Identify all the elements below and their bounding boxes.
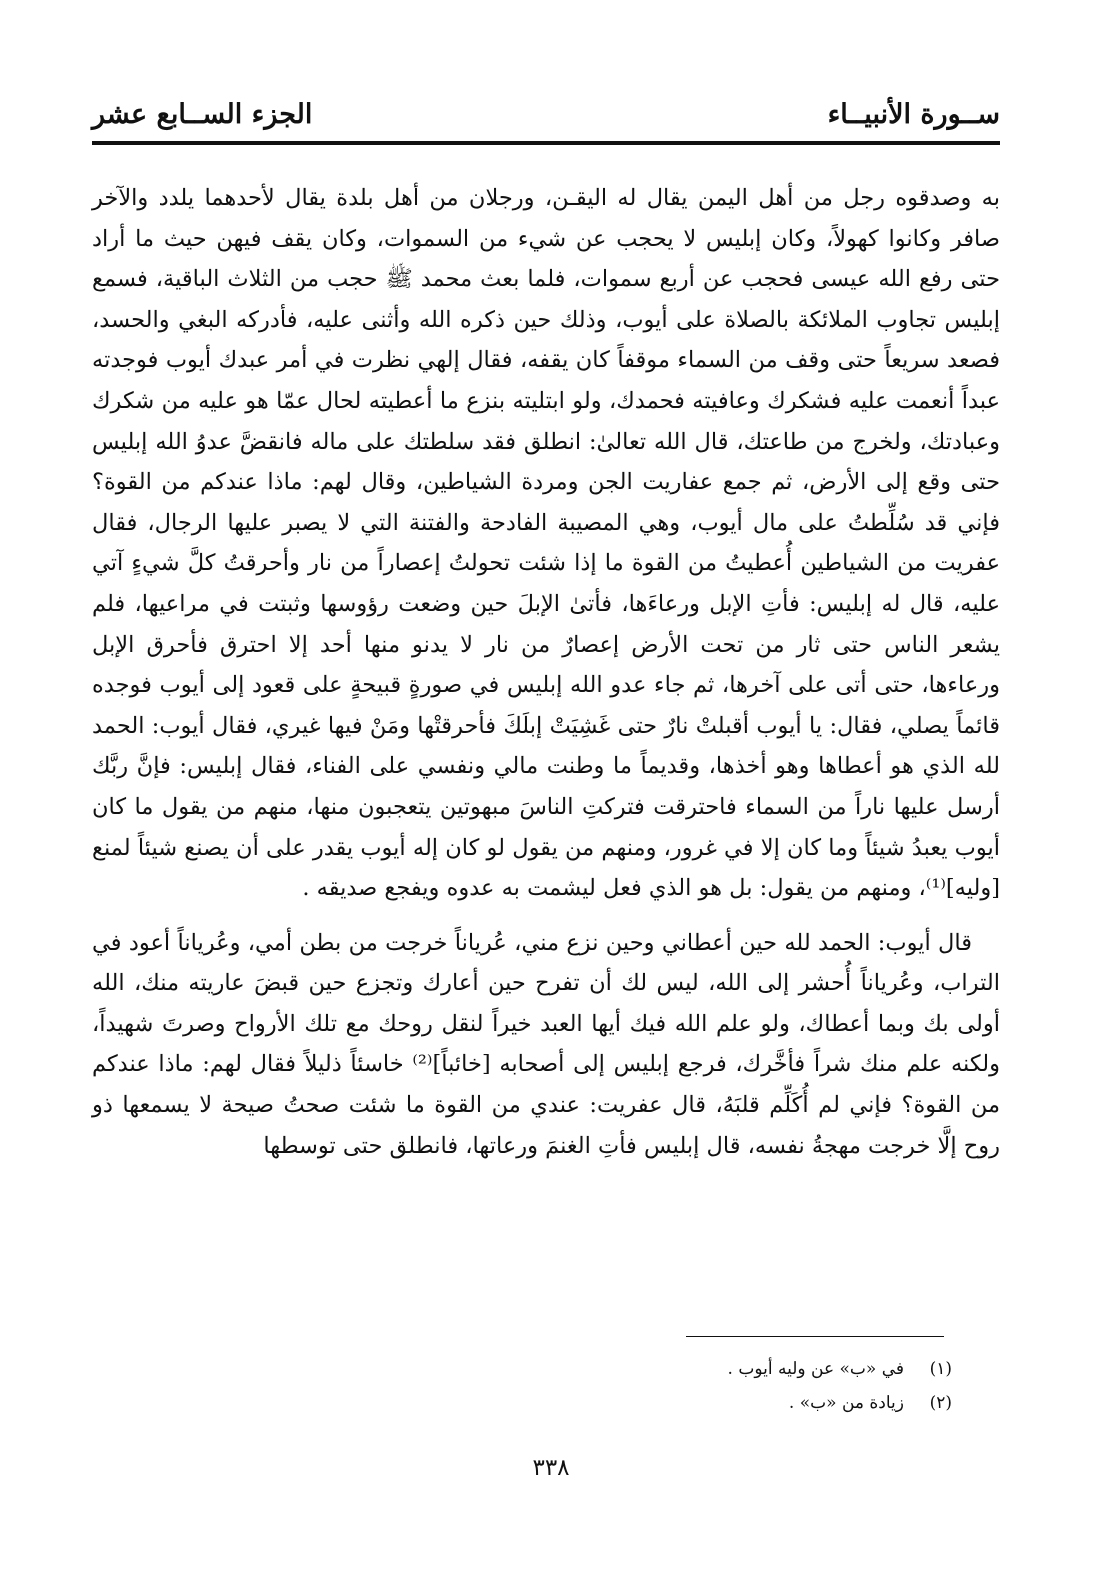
footnotes bbox=[252, 1352, 952, 1420]
main-text bbox=[92, 178, 1000, 1166]
footnote-text: زيادة من «ب» . bbox=[788, 1393, 904, 1413]
part-title: الجزء الســابع عشر bbox=[92, 99, 313, 130]
surah-title: ســورة الأنبيــاء bbox=[827, 99, 1000, 130]
header-divider bbox=[92, 141, 1000, 145]
footnote-item bbox=[252, 1352, 952, 1386]
running-header bbox=[92, 80, 1000, 130]
paragraph-1: به وصدقوه رجل من أهل اليمن يقال له اليقـن، ورجلان من أهل بلدة يقال لأحدهما يلدد والآخر صافر وكانوا كهولاً، وكان إبليس لا يحجب عن شيء من السموات، وكان يقف فيهن حيث ما أراد حتى رفع الله عيسى فحجب عن أربع سموات، فلما بعث محمد ﷺ حجب من الثلاث الباقية، فسمع إبليس تجاوب الملائكة بالصلاة على أيوب، وذلك حين ذكره الله وأثنى عليه، فأدركه البغي والحسد، فصعد سريعاً حتى وقف من السماء موقفاً كان يقفه، فقال إلهي نظرت في أمر عبدك أيوب فوجدته عبداً أنعمت عليه فشكرك وعافيته فحمدك، ولو ابتليته بنزع ما أعطيته لحال عمّا هو عليه من شكرك وعبادتك، ولخرج من طاعتك، قال الله تعالىٰ: انطلق فقد سلطتك على ماله فانقضَّ عدوُ الله إبليس حتى وقع إلى الأرض، ثم جمع عفاريت الجن ومردة الشياطين، وقال لهم: ماذا عندكم من القوة؟ فإني قد سُلِّطتُ على مال أيوب، وهي المصيبة الفادحة والفتنة التي لا يصبر عليها الرجال، فقال عفريت من الشياطين أُعطيتُ من القوة ما إذا شئت تحولتُ إعصاراً من نار وأحرقتُ كلَّ شيءٍ آتي عليه، قال له إبليس: فأتِ الإبل ورعاءَها، فأتىٰ الإبلَ حين وضعت رؤوسها وثبتت في مراعيها، فلم يشعر الناس حتى ثار من تحت الأرض إعصارٌ من نار لا يدنو منها أحد إلا احترق فأحرق الإبل ورعاءها، حتى أتى على آخرها، ثم جاء عدو الله إبليس في صورةٍ قبيحةٍ على قعود إلى أيوب فوجده قائماً يصلي، فقال: يا أيوب أقبلتْ نارٌ حتى غَشِيَتْ إبلَكَ فأحرقتْها ومَنْ فيها غيري، فقال أيوب: الحمد لله الذي هو أعطاها وهو أخذها، وقديماً ما وطنت مالي ونفسي على الفناء، فقال إبليس: فإنَّ ربَّك أرسل عليها ناراً من السماء فاحترقت فتركتِ الناسَ مبهوتين يتعجبون منها، منهم من يقول ما كان أيوب يعبدُ شيئاً وما كان إلا في غرور، ومنهم من يقول لو كان إله أيوب يقدر على أن يصنع شيئاً لمنع [وليه]⁽¹⁾، ومنهم من يقول: بل هو الذي فعل ليشمت به عدوه ويفجع صديقه . bbox=[92, 185, 1000, 902]
page-number: ٣٣٨ bbox=[532, 1455, 570, 1481]
footnote-number: (٢) bbox=[929, 1393, 952, 1413]
footnote-number: (١) bbox=[929, 1359, 952, 1379]
footnote-text: في «ب» عن وليه أيوب . bbox=[727, 1359, 904, 1379]
footnote-item bbox=[252, 1386, 952, 1420]
footnote-divider bbox=[686, 1336, 944, 1337]
paragraph-2: قال أيوب: الحمد لله حين أعطاني وحين نزع مني، عُرياناً خرجت من بطن أمي، وعُرياناً أعود في التراب، وعُرياناً أُحشر إلى الله، ليس لك أن تفرح حين أعارك وتجزع حين قبضَ عاريته منك، الله أولى بك وبما أعطاك، ولو علم الله فيك أيها العبد خيراً لنقل روحك مع تلك الأرواح وصرتَ شهيداً، ولكنه علم منك شراً فأخَّرك، فرجع إبليس إلى أصحابه [خائباً]⁽²⁾ خاسئاً ذليلاً فقال لهم: ماذا عندكم من القوة؟ فإني لم أُكَلِّم قلبَهُ، قال عفريت: عندي من القوة ما شئت صحتُ صيحة لا يسمعها ذو روح إلَّا خرجت مهجةُ نفسه، قال إبليس فأتِ الغنمَ ورعاتها، فانطلق حتى توسطها bbox=[92, 929, 1000, 1159]
